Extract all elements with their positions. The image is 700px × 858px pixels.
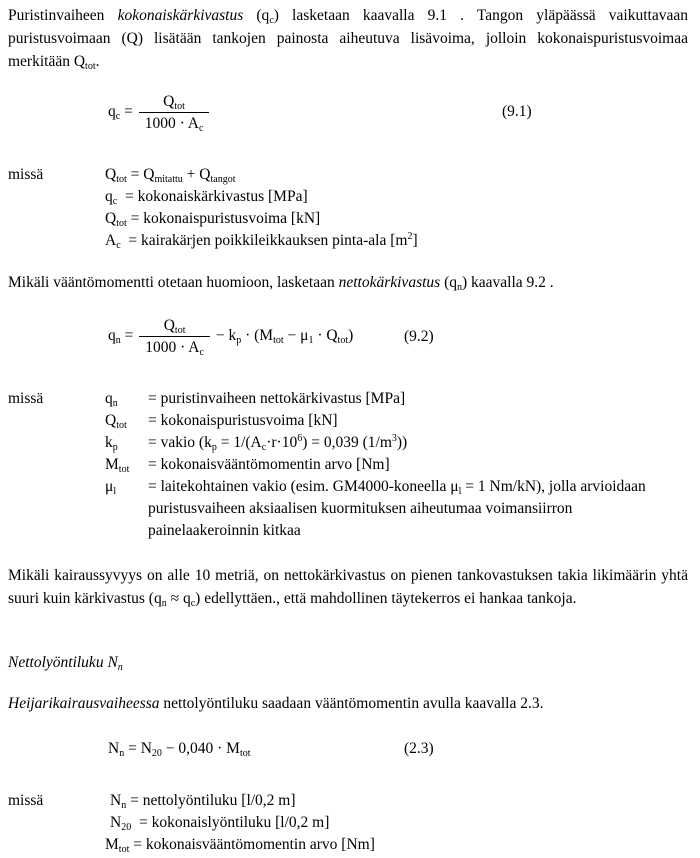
definition-text: = kokonaispuristusvoima [kN] [148, 412, 338, 429]
subscript: p [236, 335, 242, 347]
subscript: tangot [210, 174, 236, 185]
subscript: p [112, 442, 118, 453]
subscript: tot [174, 325, 186, 336]
math-symbol: A [105, 232, 117, 249]
math-symbol: Q [105, 210, 117, 227]
subscript: tot [174, 101, 185, 112]
subscript: c [190, 598, 196, 609]
math-symbol: μ [105, 478, 114, 495]
math-symbol: 1000 · A [145, 339, 200, 356]
math-symbol: k [105, 434, 113, 451]
definition-text: )) [396, 434, 408, 451]
equation-9-2 [108, 316, 353, 357]
subscript: c [199, 347, 204, 358]
definition-text: = kokonaiskärkivastus [MPa] [117, 188, 308, 205]
equals-sign: = [120, 103, 137, 121]
subscript: tot [85, 61, 96, 72]
text: Puristinvaiheen [8, 7, 118, 24]
where-label: missä [8, 792, 44, 809]
definition-text: ) = 0,039 (1/m [302, 434, 392, 451]
subscript: 1 [308, 335, 314, 347]
subscript: c [198, 123, 204, 134]
definition-text: = kokonaispuristusvoima [kN] [126, 210, 321, 227]
subscript: c [116, 240, 121, 251]
definition-row [105, 230, 418, 252]
math-symbol: Q [163, 93, 175, 110]
subscript: n [115, 335, 121, 347]
subscript: c [115, 111, 121, 123]
heading-text: Nettolyöntiluku N [8, 654, 118, 671]
fraction [139, 316, 210, 357]
definition-text: = laitekohtainen vakio (esim. GM4000-koneella μ [148, 478, 459, 495]
text: nettolyöntiluku saadaan vääntömomentin avulla kaavalla 2.3. [159, 695, 544, 712]
section-heading [8, 651, 688, 674]
equation-9-1 [108, 92, 211, 133]
fraction-numerator [139, 92, 210, 113]
equation-number: (9.2) [404, 328, 434, 345]
paragraph-total-tip-resistance [8, 4, 688, 73]
equation-2-3 [108, 738, 251, 760]
definition-row [105, 410, 338, 432]
math-term: − 0,040 · M [161, 740, 240, 757]
definition-text: = 1/(A [216, 434, 262, 451]
text: (q [243, 7, 270, 24]
subscript: n [121, 800, 127, 811]
subscript: tot [273, 335, 284, 347]
text: ≈ q [166, 590, 191, 607]
definition-row [110, 812, 329, 834]
definition-row [105, 186, 308, 208]
definition-row [105, 432, 407, 454]
fraction-numerator [139, 316, 210, 337]
definition-row-symbol [105, 476, 116, 498]
definition-text: + Q [182, 166, 211, 183]
definition-row [105, 208, 320, 230]
subscript: tot [337, 335, 349, 347]
text: Mikäli vääntömomentti otetaan huomioon, lasketaan [8, 274, 339, 291]
math-term: − k [211, 327, 237, 345]
definition-row-text [148, 476, 668, 542]
subscript: n [112, 398, 118, 409]
subscript: c [269, 15, 274, 26]
math-term: · (M [241, 327, 274, 345]
subscript: n [119, 748, 125, 759]
definition-row [105, 454, 390, 476]
definition-row [105, 388, 405, 410]
subscript: l [113, 486, 117, 497]
subscript: tot [116, 420, 127, 431]
subscript: tot [116, 218, 127, 229]
term-italic: Heijarikairausvaiheessa [8, 695, 160, 712]
fraction-denominator [139, 337, 210, 357]
math-symbol: q [108, 327, 116, 345]
paragraph-net-blow-count [8, 692, 688, 715]
math-term: = N [124, 740, 152, 757]
subscript: c [261, 442, 267, 453]
where-label: missä [8, 166, 44, 183]
symbol-cell [105, 432, 148, 454]
superscript: 3 [391, 433, 397, 444]
math-symbol: Q [163, 317, 175, 334]
math-symbol: Q [105, 412, 117, 429]
subscript: n [117, 662, 123, 673]
equation-number: (9.1) [502, 103, 532, 120]
subscript: tot [118, 844, 130, 855]
term-italic: kokonaiskärkivastus [117, 7, 244, 24]
subscript: 20 [121, 822, 132, 833]
subscript: n [456, 282, 462, 293]
symbol-cell [105, 410, 148, 432]
definition-text: ] [412, 232, 418, 249]
math-symbol: q [105, 390, 113, 407]
math-symbol: q [105, 188, 113, 205]
superscript: 6 [297, 433, 303, 444]
fraction-denominator [139, 113, 210, 133]
math-symbol: M [105, 836, 119, 853]
where-label: missä [8, 390, 44, 407]
subscript: c [112, 196, 118, 207]
paragraph-net-tip-resistance [8, 271, 688, 294]
subscript: tot [118, 464, 130, 475]
math-symbol: q [108, 103, 116, 121]
math-term: − μ [283, 327, 309, 345]
definition-text: = Q [126, 166, 155, 183]
math-term: · Q [313, 327, 338, 345]
term-italic: nettokärkivastus [338, 274, 441, 291]
equals-sign: = [120, 327, 138, 345]
definition-text: = puristinvaiheen nettokärkivastus [MPa] [148, 390, 406, 407]
symbol-cell [105, 388, 148, 410]
text: . [95, 53, 100, 70]
definition-text: = nettolyöntiluku [l/0,2 m] [126, 792, 296, 809]
subscript: p [211, 442, 217, 453]
definition-text: = 1 Nm/kN), jolla arvioidaan puristusvaiheen aksiaalisen kuormituksen aiheutumaa voimansiirron painelaakeroinnin kitkaa [148, 478, 646, 539]
math-symbol: Q [105, 166, 117, 183]
math-symbol: N [110, 792, 122, 809]
math-symbol: N [110, 814, 122, 831]
definition-text: ·r·10 [266, 434, 298, 451]
text: (q [440, 274, 457, 291]
definition-text: = kokonaisvääntömomentin arvo [Nm] [129, 836, 375, 853]
definition-text: = kairakärjen poikkileikkauksen pinta-ala [m [120, 232, 408, 249]
math-symbol: 1000 · A [144, 115, 199, 132]
subscript: n [161, 598, 167, 609]
definition-row [105, 164, 235, 186]
subscript: l [458, 486, 462, 497]
superscript: 2 [407, 231, 413, 242]
subscript: mitattu [154, 174, 183, 185]
subscript: tot [239, 748, 251, 759]
text: ) lasketaan kaavalla 9.1 . Tangon yläpäässä vaikuttavaan puristusvoimaan (Q) lisätään tankojen painosta aiheutuva lisävoima, jolloin kokonaispuristusvoimaa merkitään Q [8, 7, 688, 70]
equation-number: (2.3) [404, 740, 434, 757]
definition-row [105, 834, 375, 856]
symbol-cell [105, 454, 148, 476]
math-symbol: N [108, 740, 120, 757]
math-term: ) [348, 327, 354, 345]
text: Mikäli kairaussyvyys on alle 10 metriä, on nettokärkivastus on pienen tankovastuksen takia likimäärin yhtä suuri kuin kärkivastus (q [8, 567, 688, 607]
subscript: 20 [151, 748, 162, 759]
text: ) kaavalla 9.2 . [461, 274, 554, 291]
definition-text: = kokonaisvääntömomentin arvo [Nm] [148, 456, 390, 473]
definition-text: = vakio (k [148, 434, 212, 451]
paragraph-shallow-depth [8, 564, 688, 610]
subscript: tot [116, 174, 127, 185]
definition-row [110, 790, 296, 812]
definition-text: = kokonaislyöntiluku [l/0,2 m] [131, 814, 330, 831]
math-symbol: M [105, 456, 119, 473]
fraction [139, 92, 210, 133]
text: ) edellyttäen., että mahdollinen täytekerros ei hankaa tankoja. [195, 590, 577, 607]
